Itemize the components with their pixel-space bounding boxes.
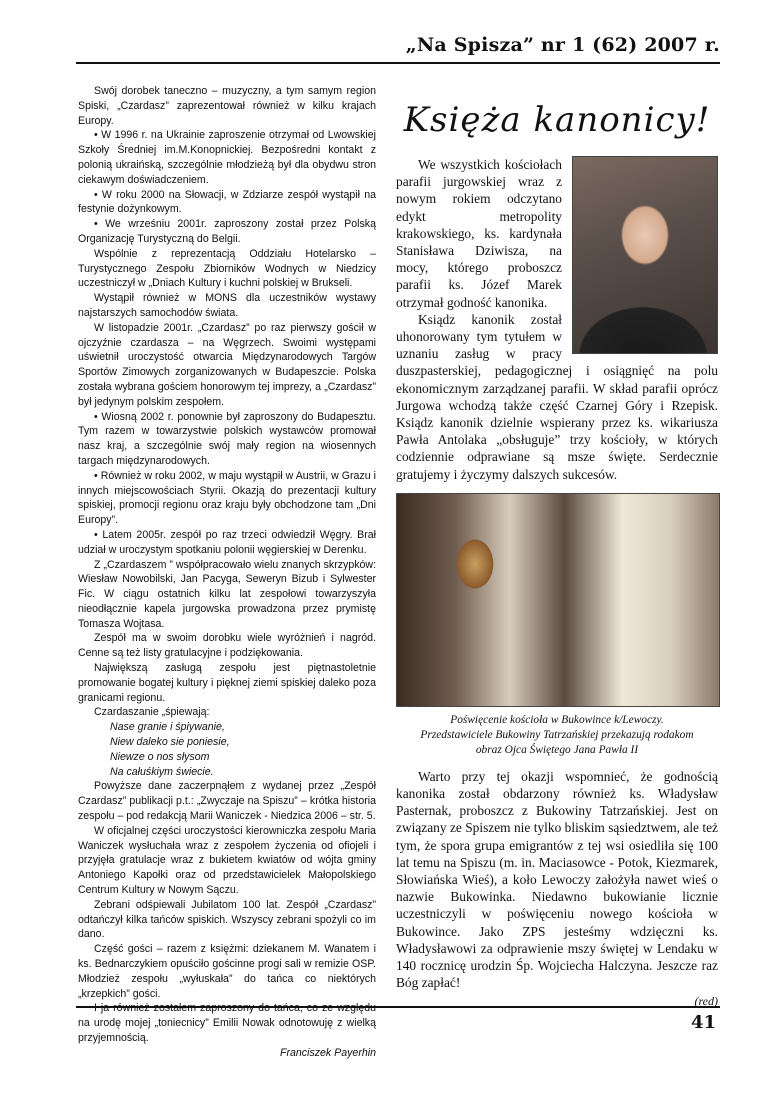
paragraph: Swój dorobek taneczno – muzyczny, a tym samym region Spiski, „Czardasz” zaprezentował również w kilku krajach Europy. [78, 85, 376, 127]
footer-rule [76, 1006, 720, 1008]
portrait-photo [572, 156, 718, 354]
page-number: 41 [690, 1012, 716, 1033]
caption-line: Przedstawiciele Bukowiny Tatrzańskiej przekazują rodakom [420, 728, 694, 741]
paragraph: W listopadzie 2001r. „Czardasz” po raz pierwszy gościł w ojczyźnie czardasza – na Węgrzech. Swoimi występami uświetnił uroczystość otwarcia Międzynarodowych Targów Sportów Zimowych zorganizowanych w Budapeszcie. Polska została wybrana gościem honorowym tej imprezy, a „Czardasz” był jedynym polskim zespołem. [78, 321, 376, 408]
paragraph: W oficjalnej części uroczystości kierowniczka zespołu Maria Waniczek wysłuchała wraz z zespołem życzenia od ofiojeli i przyjęła gratulacje wraz z bukietem kwiatów od wójta gminy Antoniego Kapołki oraz od przedstawicielek Małopolskiego Centrum Kultury w Nowym Sączu. [78, 824, 376, 897]
paragraph: Część gości – razem z księżmi: dziekanem M. Wanatem i ks. Bednarczykiem opuściło gościnne progi sali w remizie OSP. Młodzież zespołu „wyłuskała” do tańca co niektórych „krzepkich” gości. [78, 943, 376, 1000]
paragraph: • Latem 2005r. zespół po raz trzeci odwiedził Węgry. Brał udział w uroczystym spotkaniu polonii węgierskiej w Derenku. [78, 528, 376, 556]
poem-line: Niew daleko sie poniesie, [110, 736, 230, 749]
paragraph: Zespół ma w swoim dorobku wiele wyróżnień i nagród. Cenne są też listy gratulacyjne i podziękowania. [78, 632, 376, 660]
poem-line: Nase granie i śpiywanie, [110, 721, 225, 734]
paragraph: Zebrani odśpiewali Jubilatom 100 lat. Zespół „Czardasz” odtańczył kilka tańców spiskich. Wszyscy zebrani spożyli co im dano. [78, 898, 376, 941]
header-title: „Na Spisza” nr 1 (62) 2007 r. [405, 34, 720, 56]
right-column [396, 98, 718, 1009]
poem-line: Na całuśkiym świecie. [110, 765, 214, 778]
paragraph: Czardaszanie „śpiewają: [94, 706, 210, 719]
paragraph: Z „Czardaszem ” współpracowało wielu znanych skrzypków: Wiesław Nowobilski, Jan Pacyga, Seweryn Bizub i Sylwester Fic. W ciągu ostatnich kilku lat zespołowi towarzyszyła nieodłącznie kapela jurgowska prowadzona przez prymistę Tomasza Wojtasa. [78, 558, 377, 630]
paragraph: • W 1996 r. na Ukrainie zaproszenie otrzymał od Lwowskiej Szkoły Średniej im.M.Konopnickiej. Bezpośredni kontakt z polonią ukraińską, szczególnie młodzieżą był dla obydwu stron ciekawym doświadczeniem. [78, 129, 376, 186]
paragraph: • W roku 2000 na Słowacji, w Zdziarze zespół wystąpił na festynie dożynkowym. [78, 188, 376, 216]
paragraph: • Wiosną 2002 r. ponownie był zaproszony do Budapesztu. Tym razem w towarzystwie polskich wystawców promował nasz kraj, a szczególnie swój mały region na wiosennych targach międzynarodowych. [78, 410, 376, 467]
paragraph: I ja również zostałem zaproszony do tańca, co ze względu na urodę mojej „toniecnicy” Emilii Nowak odnotowuję z wielką przyjemnością. [78, 1002, 376, 1044]
paragraph: • We wrześniu 2001r. zaproszony został przez Polską Organizację Turystyczną do Belgii. [78, 218, 376, 245]
paragraph: • Również w roku 2002, w maju wystąpił w Austrii, w Grazu i innych miejscowościach Styrii. Okazją do prezentacji kultury spiskiej, promocji regionu oraz kraju były obchodzone tam „Dni Europy”. [78, 469, 376, 527]
paragraph: Wspólnie z reprezentacją Oddziału Hotelarsko – Turystycznego Zespołu Zbiorników Wodnych w Niedzicy uczestniczył w „Dniach Kultury i kuchni polskiej w Brukseli. [78, 247, 376, 290]
paragraph: Warto przy tej okazji wspomnieć, że godnością kanonika został obdarzony również ks. Władysław Pasternak, proboszcz z Bukowiny Tatrzańskiej. Jest on związany ze Spiszem nie tylko bliskim sąsiedztwem, ale też tym, że spora grupa emigrantów z tej wsi osiedliła się 100 lat temu na Spiszu (m. in. Maciasowce - Potok, Kiezmarek, Słowiańska Wieś), a koło Lewoczy założyła nawet wieś o nazwie Bukowinka. Niedawno bukowianie licznie uczestniczyli w poświęceniu nowego kościoła w Bukowince. Jako ZPS jesteśmy wdzięczni ks. Władysławowi za odprawienie mszy świętej w Lendaku w 140 rocznicę urodzin Śp. Wojciecha Halczyna. Jeszcze raz Bóg zapłać! [396, 768, 718, 991]
photo-caption [396, 713, 718, 758]
paragraph: Ksiądz kanonik został uhonorowany tym tytułem w uznaniu zasług w pracy duszpasterskiej, pedagogicznej i osiągnięć na polu ekonomicznym zarządzanej parafii. W skład parafii oprócz Jurgowa wchodzą także część Czarnej Góry i Rzepisk. Ksiądz kanonik dzielnie wspierany przez ks. wikariusza Pawła Antolaka „obsługuje” trzy kościoły, w których codziennie odprawiane są msze święte. Serdecznie gratujemy i życzymy dalszych sukcesów. [396, 311, 718, 482]
caption-line: obraz Ojca Świętego Jana Pawła II [475, 743, 639, 756]
article-author: (red) [694, 993, 718, 1008]
article-title: Księża kanonicy! [403, 100, 711, 140]
caption-line: Poświęcenie kościoła w Bukowince k/Lewoczy. [450, 713, 664, 726]
article-intro [396, 156, 718, 483]
poem-line: Niewze o nos słysom [110, 750, 210, 763]
article-body [396, 768, 718, 992]
ceremony-photo [396, 493, 720, 707]
left-column [78, 84, 376, 1061]
paragraph: Wystąpił również w MONS dla uczestników wystawy najstarszych samochodów świata. [78, 292, 376, 319]
paragraph: Największą zasługą zespołu jest piętnastoletnie promowanie bogatej kultury i pięknej ziemi spiskiej daleko poza granicami regionu. [78, 662, 376, 704]
paragraph: We wszystkich kościołach parafii jurgowskiej wraz z nowym rokiem odczytano edykt metropolity krakowskiego, ks. kardynała Stanisława Dziwisza, na mocy, którego proboszcz parafii ks. Józef Marek otrzymał godność kanonika. [396, 157, 562, 310]
signature: Franciszek Payerhin [280, 1046, 376, 1059]
paragraph: Powyższe dane zaczerpnąłem z wydanej przez „Zespół Czardasz” publikacji p.t.: „Zwyczaje na Spiszu” – krótka historia zespołu – pod redakcją Marii Waniczek - Niedzica 2006 – str. 5. [78, 780, 376, 823]
header-rule [76, 62, 720, 64]
